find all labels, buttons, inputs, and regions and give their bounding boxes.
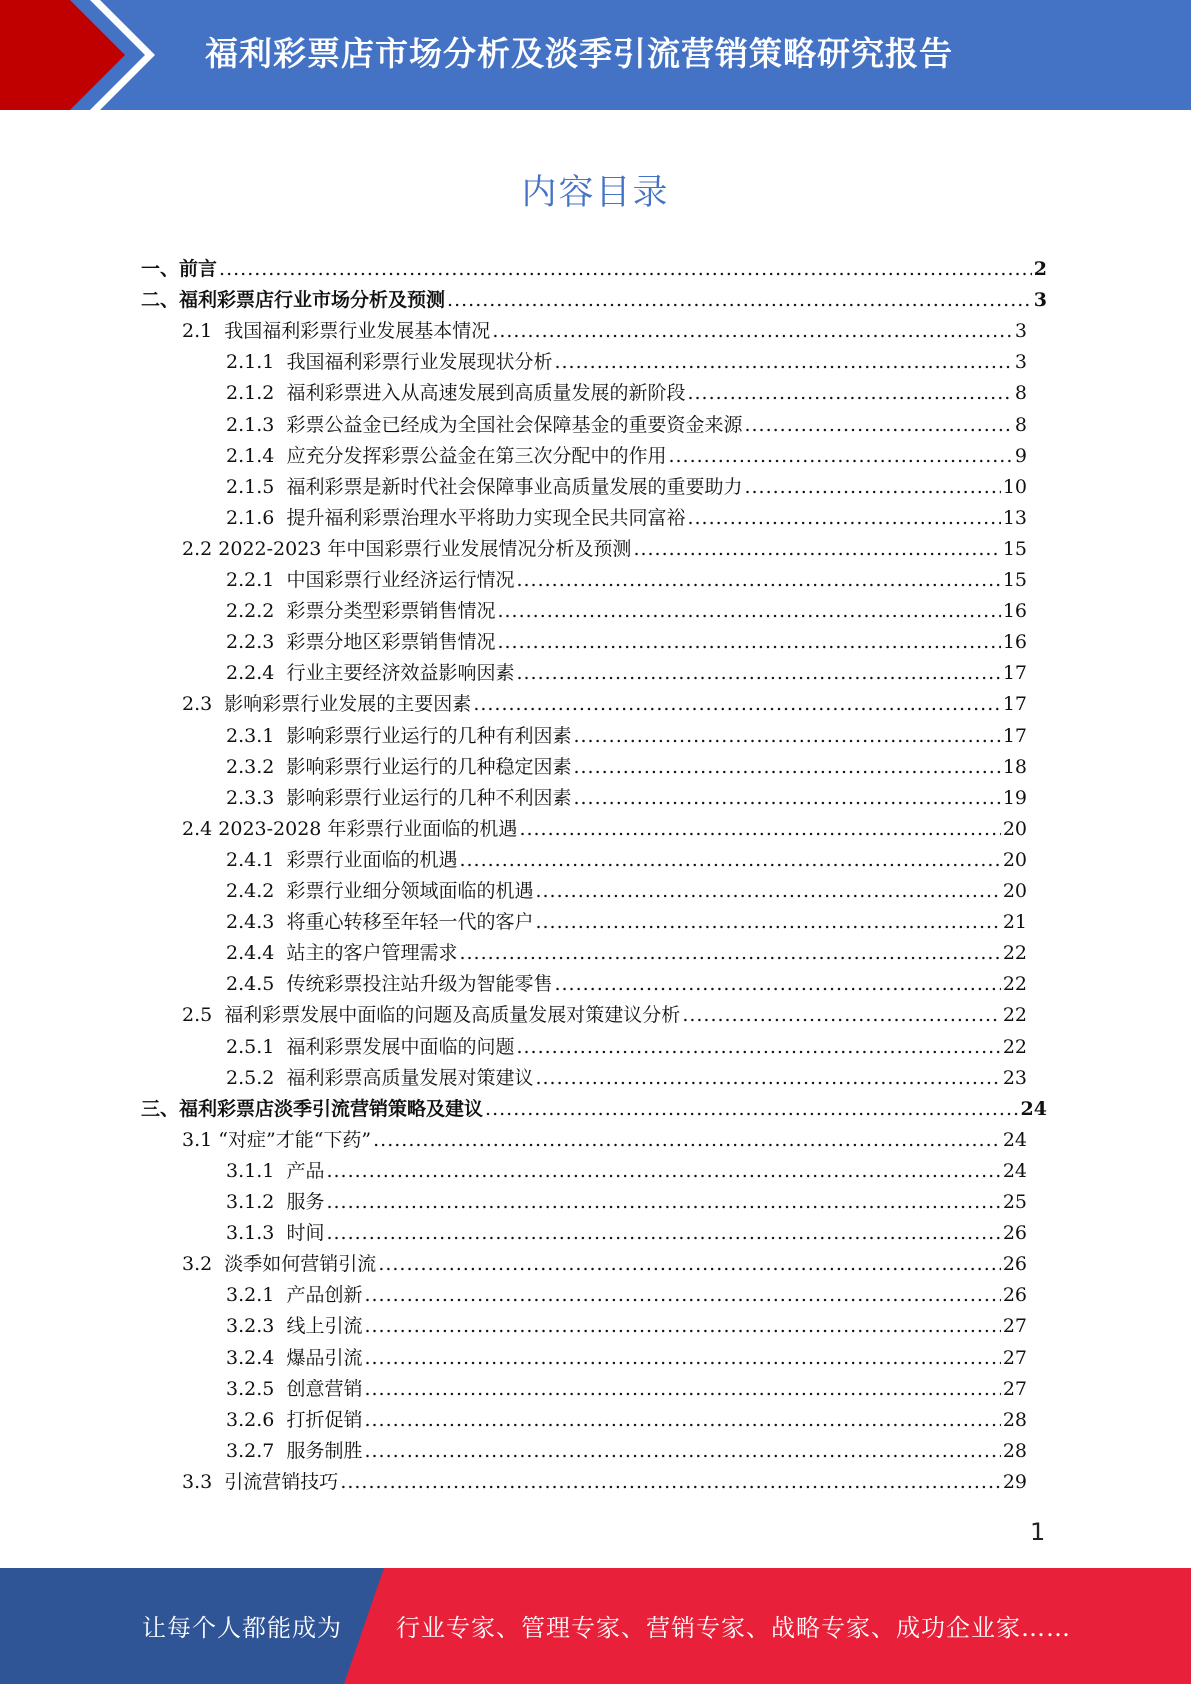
toc-entry-page: 26 bbox=[1002, 1222, 1027, 1245]
toc-dot-leader bbox=[459, 845, 1000, 876]
toc-entry[interactable] bbox=[226, 658, 1027, 689]
toc-entry-title: 我国福利彩票行业发展基本情况 bbox=[224, 320, 491, 343]
toc-entry-page: 20 bbox=[1002, 848, 1027, 871]
toc-entry-title: 前言 bbox=[179, 258, 218, 280]
toc-entry-title: 服务制胜 bbox=[286, 1439, 363, 1462]
toc-dot-leader bbox=[364, 1311, 1000, 1342]
toc-entry-page: 17 bbox=[1002, 724, 1027, 747]
toc-entry-number: 2.1.6 bbox=[226, 506, 287, 529]
toc-entry-number: 二、 bbox=[141, 289, 180, 312]
toc-entry-number: 2.5 bbox=[182, 1004, 225, 1027]
toc-dot-leader bbox=[373, 1125, 1001, 1156]
toc-entry[interactable] bbox=[226, 752, 1027, 783]
toc-entry-title: 淡季如何营销引流 bbox=[224, 1253, 377, 1276]
toc-entry-number: 2.4.4 bbox=[226, 942, 287, 965]
toc-dot-leader bbox=[326, 1218, 1000, 1249]
toc-entry-title: 中国彩票行业经济运行情况 bbox=[286, 569, 515, 591]
toc-dot-leader bbox=[519, 814, 1000, 845]
toc-dot-leader bbox=[473, 689, 1001, 720]
toc-entry-page: 8 bbox=[1014, 382, 1027, 405]
toc-entry-number: 2.5.1 bbox=[226, 1035, 287, 1058]
toc-dot-leader bbox=[340, 1467, 1001, 1498]
toc-entry-title: 影响彩票行业运行的几种不利因素 bbox=[286, 786, 572, 809]
toc-entry-title: 传统彩票投注站升级为智能零售 bbox=[286, 973, 553, 996]
toc-dot-leader bbox=[668, 441, 1012, 472]
toc-dot-leader bbox=[687, 503, 1000, 534]
toc-entry-number: 2.1.3 bbox=[226, 413, 287, 436]
toc-entry[interactable] bbox=[226, 565, 1027, 596]
toc-entry-page: 22 bbox=[1002, 1035, 1027, 1058]
toc-entry-title: 线上引流 bbox=[286, 1315, 363, 1338]
toc-entry-title: 影响彩票行业运行的几种有利因素 bbox=[286, 724, 572, 747]
toc-entry-number: 3.2 bbox=[182, 1253, 225, 1276]
toc-entry[interactable] bbox=[226, 503, 1027, 534]
toc-entry[interactable] bbox=[226, 1156, 1027, 1187]
toc-entry-page: 3 bbox=[1014, 351, 1027, 374]
toc-entry-title: 彩票行业面临的机遇 bbox=[286, 848, 458, 871]
toc-entry-number: 三、 bbox=[141, 1097, 180, 1120]
toc-entry-number: 2.3.3 bbox=[226, 786, 287, 809]
toc-entry-number: 3.2.4 bbox=[226, 1346, 287, 1369]
toc-dot-leader bbox=[682, 1000, 1001, 1031]
toc-entry-title: 产品创新 bbox=[286, 1284, 363, 1307]
toc-entry-page: 18 bbox=[1002, 755, 1027, 778]
toc-entry-page: 21 bbox=[1002, 911, 1027, 934]
toc-dot-leader bbox=[364, 1343, 1000, 1374]
toc-entry-title: 应充分发挥彩票公益金在第三次分配中的作用 bbox=[286, 444, 667, 467]
toc-entry-page: 3 bbox=[1014, 320, 1027, 343]
toc-dot-leader bbox=[364, 1405, 1000, 1436]
toc-entry-number: 3.2.5 bbox=[226, 1377, 287, 1400]
toc-entry-number: 2.1 bbox=[182, 320, 225, 343]
toc-dot-leader bbox=[447, 285, 1032, 316]
toc-entry-page: 28 bbox=[1002, 1439, 1027, 1462]
toc-dot-leader bbox=[497, 627, 1000, 658]
toc-dot-leader bbox=[516, 1032, 1000, 1063]
toc-entry[interactable] bbox=[226, 1343, 1027, 1374]
toc-entry-title: 行业主要经济效益影响因素 bbox=[286, 662, 515, 685]
toc-entry-number: 2.2.1 bbox=[226, 569, 287, 591]
report-title: 福利彩票店市场分析及淡季引流营销策略研究报告 bbox=[205, 34, 953, 73]
toc-entry-number: 2.2.3 bbox=[226, 631, 287, 654]
toc-dot-leader bbox=[364, 1280, 1000, 1311]
toc-entry-title: 服务 bbox=[286, 1191, 325, 1213]
toc-dot-leader bbox=[516, 565, 1000, 596]
toc-entry-page: 22 bbox=[1002, 1004, 1027, 1027]
toc-entry-page: 20 bbox=[1002, 817, 1027, 840]
toc-entry-title: 我国福利彩票行业发展现状分析 bbox=[286, 351, 553, 374]
toc-entry[interactable] bbox=[226, 441, 1027, 472]
toc-dot-leader bbox=[326, 1187, 1000, 1218]
toc-entry[interactable] bbox=[226, 938, 1027, 969]
toc-entry-title: 彩票分地区彩票销售情况 bbox=[286, 631, 496, 654]
toc-entry-number: 2.1.4 bbox=[226, 444, 287, 467]
toc-entry[interactable] bbox=[226, 1311, 1027, 1342]
toc-entry-number: 2.3.1 bbox=[226, 724, 287, 747]
toc-entry-page: 22 bbox=[1002, 942, 1027, 965]
toc-dot-leader bbox=[378, 1249, 1001, 1280]
toc-entry-title: 彩票分类型彩票销售情况 bbox=[286, 600, 496, 623]
toc-entry-page: 19 bbox=[1002, 786, 1027, 809]
toc-entry-page: 27 bbox=[1002, 1315, 1027, 1338]
toc-dot-leader bbox=[573, 783, 1000, 814]
toc-entry-number: 2.4.3 bbox=[226, 911, 287, 934]
toc-entry-title: 2023-2028 年彩票行业面临的机遇 bbox=[218, 817, 518, 840]
toc-entry-page: 17 bbox=[1002, 693, 1027, 716]
toc-entry[interactable] bbox=[226, 1405, 1027, 1436]
toc-entry-page: 20 bbox=[1002, 880, 1027, 902]
toc-entry-number: 2.4.2 bbox=[226, 880, 287, 902]
toc-entry-number: 2.1.1 bbox=[226, 351, 287, 374]
toc-entry-title: 将重心转移至年轻一代的客户 bbox=[286, 911, 534, 934]
toc-entry-number: 3.2.7 bbox=[226, 1439, 287, 1462]
toc-entry-page: 10 bbox=[1002, 475, 1027, 498]
toc-dot-leader bbox=[535, 876, 1000, 907]
toc-entry-title: 爆品引流 bbox=[286, 1346, 363, 1369]
toc-entry[interactable] bbox=[226, 410, 1027, 441]
toc-entry[interactable] bbox=[226, 907, 1027, 938]
toc-entry-title: 彩票行业细分领域面临的机遇 bbox=[286, 880, 534, 902]
toc-entry-page: 16 bbox=[1002, 631, 1027, 654]
toc-entry[interactable] bbox=[226, 1218, 1027, 1249]
toc-entry-number: 2.2.4 bbox=[226, 662, 287, 685]
toc-entry-title: 站主的客户管理需求 bbox=[286, 942, 458, 965]
toc-entry-title: 彩票公益金已经成为全国社会保障基金的重要资金来源 bbox=[286, 413, 743, 436]
toc-entry-title: 打折促销 bbox=[286, 1408, 363, 1431]
toc-entry-page: 23 bbox=[1002, 1066, 1027, 1089]
toc-entry[interactable] bbox=[226, 1374, 1027, 1405]
toc-entry-number: 2.1.2 bbox=[226, 382, 287, 405]
toc-entry-page: 26 bbox=[1002, 1284, 1027, 1307]
toc-dot-leader bbox=[516, 658, 1000, 689]
toc-entry-page: 16 bbox=[1002, 600, 1027, 623]
toc-entry[interactable] bbox=[182, 814, 1027, 845]
toc-entry[interactable] bbox=[226, 969, 1027, 1000]
toc-dot-leader bbox=[485, 1094, 1019, 1125]
toc-dot-leader bbox=[364, 1374, 1000, 1405]
toc-dot-leader bbox=[364, 1436, 1000, 1467]
toc-entry-number: 2.2 bbox=[182, 537, 219, 560]
toc-entry[interactable] bbox=[226, 1187, 1027, 1218]
toc-entry-title: 福利彩票店淡季引流营销策略及建议 bbox=[179, 1097, 484, 1120]
toc-entry[interactable] bbox=[226, 1063, 1027, 1094]
toc-entry-number: 一、 bbox=[141, 258, 180, 280]
toc-entry-page: 28 bbox=[1002, 1408, 1027, 1431]
toc-dot-leader bbox=[459, 938, 1000, 969]
toc-entry-title: 福利彩票发展中面临的问题 bbox=[286, 1035, 515, 1058]
footer-slogan-left: 让每个人都能成为 bbox=[142, 1614, 342, 1642]
toc-dot-leader bbox=[744, 472, 1000, 503]
toc-entry-title: 福利彩票发展中面临的问题及高质量发展对策建议分析 bbox=[224, 1004, 681, 1027]
toc-entry[interactable] bbox=[182, 316, 1027, 347]
toc-entry[interactable] bbox=[226, 472, 1027, 503]
toc-entry-title: 时间 bbox=[286, 1222, 325, 1245]
toc-entry-title: 影响彩票行业发展的主要因素 bbox=[224, 693, 472, 716]
toc-entry-number: 2.4.1 bbox=[226, 848, 287, 871]
toc-entry[interactable] bbox=[226, 845, 1027, 876]
toc-entry[interactable] bbox=[182, 689, 1027, 720]
toc-entry[interactable] bbox=[141, 1094, 1047, 1125]
toc-entry-number: 3.2.3 bbox=[226, 1315, 287, 1338]
toc-entry-page: 2 bbox=[1033, 258, 1047, 280]
toc-entry[interactable] bbox=[226, 721, 1027, 752]
toc-dot-leader bbox=[326, 1156, 1000, 1187]
toc-entry[interactable] bbox=[182, 1467, 1027, 1498]
toc-entry-page: 29 bbox=[1002, 1470, 1027, 1493]
toc-entry-number: 3.1 bbox=[182, 1128, 219, 1151]
toc-entry-page: 8 bbox=[1014, 413, 1027, 436]
toc-entry-title: 福利彩票店行业市场分析及预测 bbox=[179, 289, 446, 312]
toc-entry[interactable] bbox=[226, 627, 1027, 658]
toc-entry-page: 26 bbox=[1002, 1253, 1027, 1276]
toc-entry[interactable] bbox=[226, 1280, 1027, 1311]
toc-entry-page: 9 bbox=[1014, 444, 1027, 467]
toc-entry-page: 27 bbox=[1002, 1346, 1027, 1369]
toc-entry-title: 引流营销技巧 bbox=[224, 1470, 339, 1493]
toc-entry-number: 2.4 bbox=[182, 817, 219, 840]
toc-dot-leader bbox=[744, 410, 1012, 441]
report-footer bbox=[0, 1568, 1191, 1684]
toc-entry-page: 22 bbox=[1002, 973, 1027, 996]
toc-dot-leader bbox=[497, 596, 1000, 627]
toc-heading: 内容目录 bbox=[521, 173, 670, 213]
toc-dot-leader bbox=[554, 969, 1000, 1000]
toc-dot-leader bbox=[554, 347, 1012, 378]
toc-entry-page: 15 bbox=[1002, 569, 1027, 591]
toc-entry-number: 2.3.2 bbox=[226, 755, 287, 778]
toc-entry-number: 2.5.2 bbox=[226, 1066, 287, 1089]
toc-entry-title: “对症”才能“下药” bbox=[218, 1128, 372, 1151]
toc-entry-number: 2.2.2 bbox=[226, 600, 287, 623]
toc-entry-page: 15 bbox=[1002, 537, 1027, 560]
toc-dot-leader bbox=[535, 1063, 1000, 1094]
toc-entry-page: 25 bbox=[1002, 1191, 1027, 1213]
toc-entry-number: 3.1.1 bbox=[226, 1159, 287, 1182]
toc-entry[interactable] bbox=[226, 378, 1027, 409]
toc-entry[interactable] bbox=[182, 534, 1027, 565]
toc-entry[interactable] bbox=[226, 1032, 1027, 1063]
toc-entry[interactable] bbox=[226, 596, 1027, 627]
toc-entry-number: 2.4.5 bbox=[226, 973, 287, 996]
toc-entry-page: 24 bbox=[1020, 1097, 1047, 1120]
toc-entry-number: 2.1.5 bbox=[226, 475, 287, 498]
toc-entry-number: 2.3 bbox=[182, 693, 225, 716]
toc-entry-number: 3.3 bbox=[182, 1470, 225, 1493]
toc-entry-number: 3.1.3 bbox=[226, 1222, 287, 1245]
toc-entry[interactable] bbox=[226, 783, 1027, 814]
toc-entry-title: 影响彩票行业运行的几种稳定因素 bbox=[286, 755, 572, 778]
footer-slogan-right: 行业专家、管理专家、营销专家、战略专家、成功企业家…… bbox=[396, 1614, 1071, 1642]
page-number: 1 bbox=[1030, 1518, 1046, 1546]
toc-entry-page: 3 bbox=[1033, 289, 1047, 312]
toc-entry-number: 3.1.2 bbox=[226, 1191, 287, 1213]
toc-dot-leader bbox=[573, 752, 1000, 783]
toc-entry[interactable] bbox=[226, 347, 1027, 378]
toc-entry-title: 福利彩票高质量发展对策建议 bbox=[286, 1066, 534, 1089]
toc-dot-leader bbox=[219, 254, 1032, 285]
toc-dot-leader bbox=[492, 316, 1013, 347]
toc-entry[interactable] bbox=[141, 285, 1047, 316]
toc-entry[interactable] bbox=[182, 1125, 1027, 1156]
toc-dot-leader bbox=[535, 907, 1000, 938]
toc-entry[interactable] bbox=[226, 1436, 1027, 1467]
toc-entry-page: 17 bbox=[1002, 662, 1027, 685]
toc-entry-title: 福利彩票进入从高速发展到高质量发展的新阶段 bbox=[286, 382, 686, 405]
toc-entry[interactable] bbox=[182, 1249, 1027, 1280]
toc-dot-leader bbox=[573, 721, 1000, 752]
toc-entry-page: 13 bbox=[1002, 506, 1027, 529]
toc-entry-page: 24 bbox=[1002, 1128, 1027, 1151]
toc-entry-number: 3.2.6 bbox=[226, 1408, 287, 1431]
toc-entry-title: 福利彩票是新时代社会保障事业高质量发展的重要助力 bbox=[286, 475, 743, 498]
toc-entry-title: 提升福利彩票治理水平将助力实现全民共同富裕 bbox=[286, 506, 686, 529]
toc-entry-title: 创意营销 bbox=[286, 1377, 363, 1400]
toc-dot-leader bbox=[633, 534, 1000, 565]
toc-entry[interactable] bbox=[141, 254, 1047, 285]
toc-entry-page: 27 bbox=[1002, 1377, 1027, 1400]
toc-entry-title: 2022-2023 年中国彩票行业发展情况分析及预测 bbox=[218, 537, 632, 560]
toc-entry[interactable] bbox=[226, 876, 1027, 907]
toc-entry[interactable] bbox=[182, 1000, 1027, 1031]
toc-entry-page: 24 bbox=[1002, 1159, 1027, 1182]
report-header bbox=[0, 0, 1191, 110]
toc-entry-number: 3.2.1 bbox=[226, 1284, 287, 1307]
toc-entry-title: 产品 bbox=[286, 1159, 325, 1182]
toc-dot-leader bbox=[687, 378, 1012, 409]
